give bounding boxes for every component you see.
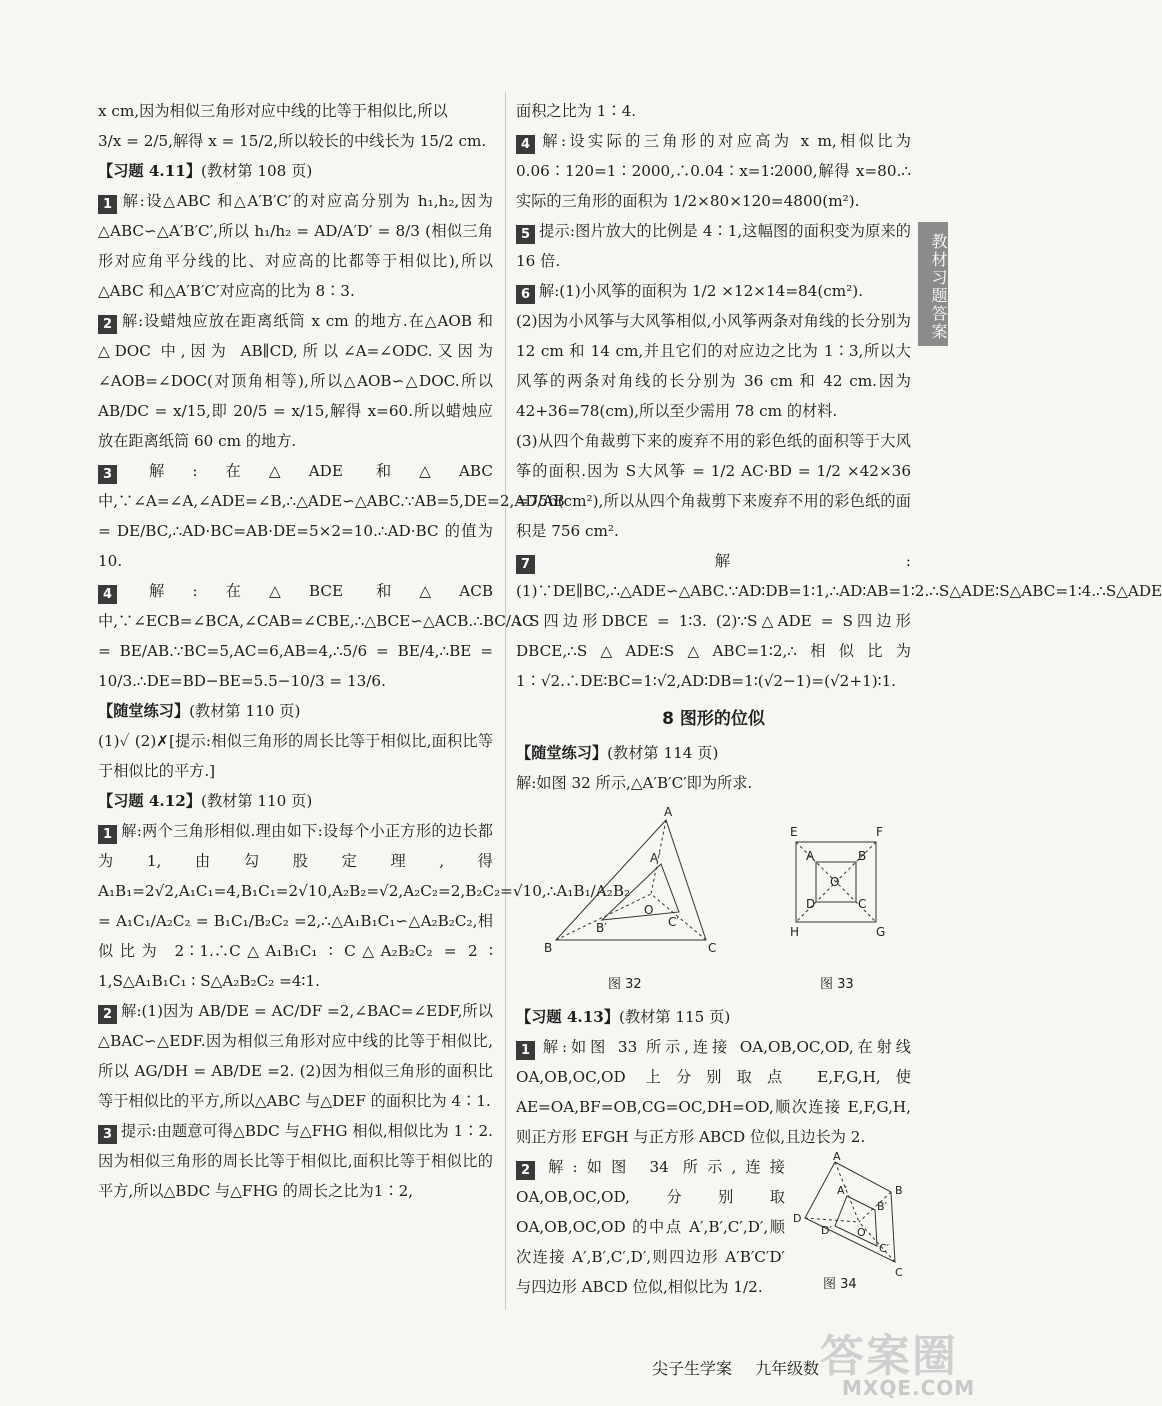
answer-item: 5 提示:图片放大的比例是 4∶1,这幅图的面积变为原来的 16 倍.	[516, 222, 911, 270]
answer-item: 3 解:在△ADE 和△ABC 中,∵∠A=∠A,∠ADE=∠B,∴△ADE∽△ABC.∵AB=5,DE=2,AD/AB = DE/BC,∴AD·BC=AB·DE=5×2=10.∴AD·BC 的值为 10.	[98, 462, 565, 570]
watermark-logo: 答案圈	[820, 1331, 958, 1382]
label-dp3: D′	[821, 1224, 832, 1237]
item-number: 4	[98, 585, 117, 604]
text-line: 面积之比为 1∶4.	[516, 102, 637, 120]
answer-item: 1 解:设△ABC 和△A′B′C′的对应高分别为 h₁,h₂,因为△ABC∽△A′B′C′,所以 h₁/h₂ = AD/A′D′ = 8/3 (相似三角形对应角平分线的比、对应高的比都等于相似比),所以△ABC 和△A′B′C′对应高的比为 8∶3.	[98, 192, 493, 300]
label-f: F	[876, 825, 883, 839]
label-ap3: A′	[837, 1184, 848, 1197]
label-b: B	[544, 941, 553, 955]
item-number: 3	[98, 1125, 117, 1144]
footer-grade: 九年级数	[755, 1359, 820, 1378]
figure-34	[791, 1150, 911, 1292]
answer-item: 1 解:如图 33 所示,连接 OA,OB,OC,OD,在射线 OA,OB,OC,OD 上分别取点 E,F,G,H,使 AE=OA,BF=OB,CG=OC,DH=OD,顺次连接 E,F,G,H,则正方形 EFGH 与正方形 ABCD 位似,且边长为 2.	[516, 1038, 911, 1146]
footer-book: 尖子生学案	[652, 1359, 733, 1378]
item-number: 1	[98, 825, 117, 844]
text-line: 3/x = 2/5,解得 x = 15/2,所以较长的中线长为 15/2 cm.	[98, 132, 487, 150]
text-line: (2)因为小风筝与大风筝相似,小风筝两条对角线的长分别为 12 cm 和 14 cm,并且它们的对应边之比为 1∶3,所以大风筝的两条对角线的长分别为 36 cm 和 42 cm.因为 42+36=78(cm),所以至少需用 78 cm 的材料.	[516, 312, 911, 420]
answer-item: 2 解:设蜡烛应放在距离纸筒 x cm 的地方.在△AOB 和△DOC 中,因为 AB∥CD,所以∠A=∠ODC.又因为∠AOB=∠DOC(对顶角相等),所以△AOB∽△DOC.所以 AB/DC = x/15,即 20/5 = x/15,解得 x=60.所以蜡烛应放在距离纸筒 60 cm 的地方.	[98, 312, 493, 450]
label-c: C	[708, 941, 717, 955]
answer-item: 3 提示:由题意可得△BDC 与△FHG 相似,相似比为 1∶2.因为相似三角形的周长比等于相似比,面积比等于相似比的平方,所以△BDC 与△FHG 的周长之比为1∶2,	[98, 1122, 493, 1200]
column-divider	[505, 92, 506, 1310]
figures-32-33	[516, 802, 911, 1002]
text-line: (1)✓ (2)✗[提示:相似三角形的周长比等于相似比,面积比等于相似比的平方.]	[98, 732, 493, 780]
label-h: H	[790, 925, 800, 939]
section-title: 8 图形的位似	[662, 709, 765, 729]
answer-item: 6 解:(1)小风筝的面积为 1/2 ×12×14=84(cm²).	[516, 276, 911, 306]
figure-33-caption: 图 33	[820, 977, 854, 992]
label-g: G	[876, 925, 886, 939]
label-d3: D	[793, 1212, 802, 1225]
answer-item-with-figure	[516, 1152, 911, 1302]
page-footer	[652, 1356, 837, 1379]
label-c3: C	[895, 1266, 903, 1279]
label-o: O	[644, 903, 654, 917]
item-number: 2	[98, 1005, 117, 1024]
exercise-header: 【习题 4.11】(教材第 108 页)	[98, 162, 313, 180]
triangle-abc	[556, 820, 706, 940]
answer-item: 2 解:(1)因为 AB/DE = AC/DF =2,∠BAC=∠EDF,所以△BAC∽△EDF.因为相似三角形对应中线的比等于相似比,所以 AG/DH = AB/DE =2. (2)因为相似三角形的面积比等于相似比的平方,所以△ABC 与△DEF 的面积比为 4∶1.	[98, 1002, 493, 1110]
label-cp3: C′	[879, 1242, 890, 1255]
figure-32-caption: 图 32	[608, 977, 642, 992]
answer-item: 2 解:如图 34 所示,连接 OA,OB,OC,OD,分别取 OA,OB,OC,OD 的中点 A′,B′,C′,D′,顺次连接 A′,B′,C′,D′,则四边形 A′B′C′D′与四边形 ABCD 位似,相似比为 1/2.	[516, 1158, 785, 1296]
exercise-header: 【随堂练习】(教材第 114 页)	[516, 744, 719, 762]
text-line: x cm,因为相似三角形对应中线的比等于相似比,所以	[98, 102, 448, 120]
figure-32	[556, 820, 706, 940]
triangle-apbpcp	[602, 864, 679, 920]
item-number: 2	[98, 315, 117, 334]
item-number: 1	[98, 195, 117, 214]
figure-34-svg	[791, 1152, 911, 1282]
figure-34-caption: 图 34	[823, 1277, 857, 1292]
label-d2: D	[806, 897, 816, 911]
item-number: 3	[98, 465, 117, 484]
item-number: 4	[516, 135, 535, 154]
answer-item: 4 解:在△BCE 和△ACB 中,∵∠ECB=∠BCA,∠CAB=∠CBE,∴△BCE∽△ACB.∴BC/AC = BE/AB.∵BC=5,AC=6,AB=4,∴5/6 = BE/4,∴BE = 10/3.∴DE=BD−BE=5.5−10/3 = 13/6.	[98, 582, 534, 690]
exercise-header: 【习题 4.12】(教材第 110 页)	[98, 792, 313, 810]
answer-item: 7 解:(1)∵DE∥BC,∴△ADE∽△ABC.∵AD∶DB=1∶1,∴AD∶AB=1∶2.∴S△ADE∶S△ABC=1∶4.∴S△ADE ∶ S四边形DBCE = 1∶3. (2)∵S△ADE = S四边形DBCE,∴S△ADE∶S△ABC=1∶2,∴相似比为 1∶√2.∴DE∶BC=1∶√2,AD∶DB=1∶(√2−1)=(√2+1)∶1.	[516, 552, 1162, 690]
label-b2: B	[858, 849, 867, 863]
label-a3: A	[833, 1150, 841, 1163]
item-number: 1	[516, 1041, 535, 1060]
answer-item: 4 解:设实际的三角形的对应高为 x m,相似比为 0.06∶120=1∶2000,∴0.04∶x=1∶2000,解得 x=80.∴实际的三角形的面积为 1/2×80×120=4800(m²).	[516, 132, 911, 210]
label-bp3: B′	[877, 1200, 888, 1213]
label-bp: B′	[596, 921, 607, 935]
label-a2: A	[806, 849, 815, 863]
item-number: 6	[516, 285, 535, 304]
item-number: 7	[516, 555, 535, 574]
label-cp: C′	[668, 915, 680, 929]
text-line: (3)从四个角裁剪下来的废弃不用的彩色纸的面积等于大风筝的面积.因为 S大风筝 = 1/2 AC·BD = 1/2 ×42×36 =756(cm²),所以从四个角裁剪下来废弃不用的彩色纸的面积是 756 cm².	[516, 432, 911, 540]
label-c2: C	[858, 897, 867, 911]
exercise-header: 【习题 4.13】(教材第 115 页)	[516, 1008, 731, 1026]
item-number: 5	[516, 225, 535, 244]
label-ap: A′	[650, 851, 661, 865]
label-a: A	[664, 805, 673, 819]
watermark-url: MXQE.COM	[842, 1376, 976, 1400]
label-o2: O	[830, 875, 840, 889]
side-tab: 教材习题答案	[918, 222, 948, 346]
text-line: 解:如图 32 所示,△A′B′C′即为所求.	[516, 774, 753, 792]
exercise-header: 【随堂练习】(教材第 110 页)	[98, 702, 301, 720]
label-e: E	[790, 825, 798, 839]
item-number: 2	[516, 1161, 535, 1180]
label-o3: O	[857, 1226, 866, 1239]
answer-item: 1 解:两个三角形相似.理由如下:设每个小正方形的边长都为1,由勾股定理,得 A₁B₁=2√2,A₁C₁=4,B₁C₁=2√10,A₂B₂=√2,A₂C₂=2,B₂C₂=√10,∴A₁B₁/A₂B₂ = A₁C₁/A₂C₂ = B₁C₁/B₂C₂ =2,∴△A₁B₁C₁∽△A₂B₂C₂,相似比为 2∶1.∴C△A₁B₁C₁ ∶ C△A₂B₂C₂ = 2 ∶ 1,S△A₁B₁C₁ ∶ S△A₂B₂C₂ =4∶1.	[98, 822, 631, 990]
label-b3: B	[895, 1184, 903, 1197]
